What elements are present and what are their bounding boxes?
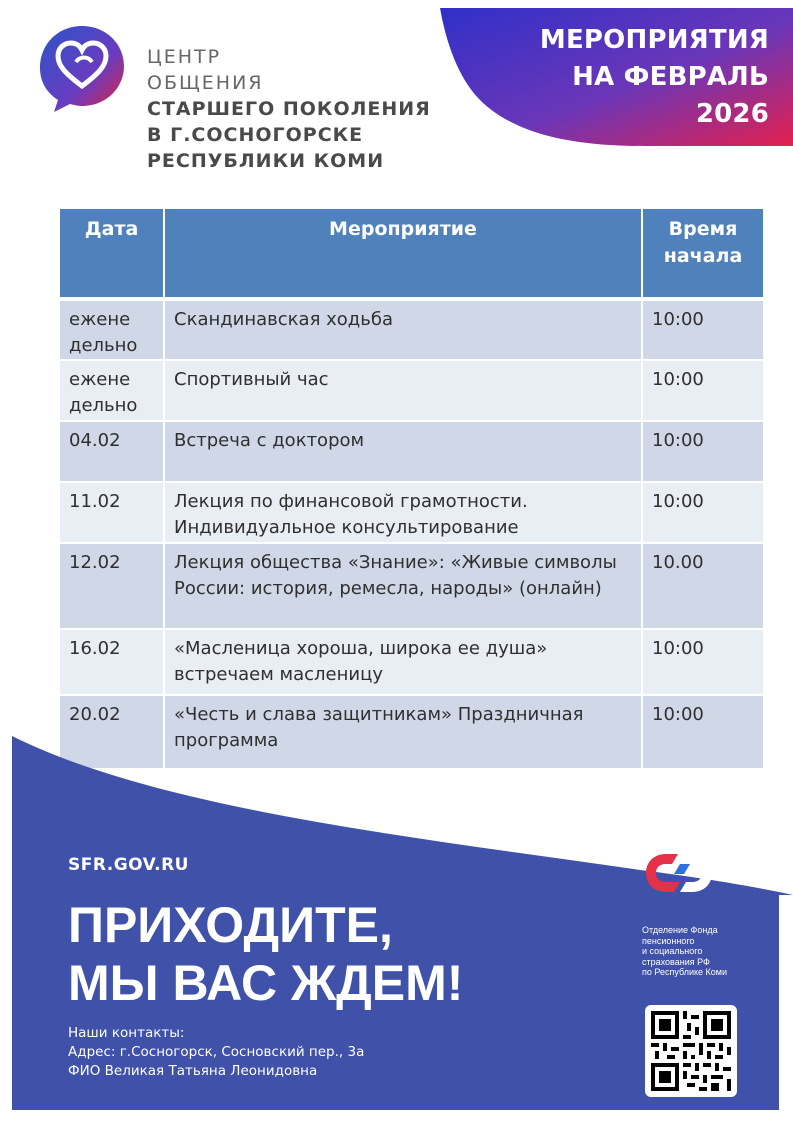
heart-logo-icon — [36, 22, 128, 114]
slogan — [68, 896, 463, 1012]
website-link[interactable]: SFR.GOV.RU — [68, 855, 189, 875]
cell-time: 10:00 — [642, 695, 763, 769]
cell-date: 04.02 — [60, 421, 164, 482]
org-line-5: РЕСПУБЛИКИ КОМИ — [147, 150, 385, 172]
cell-event: Встреча с доктором — [164, 421, 642, 482]
contacts-title: Наши контакты: — [68, 1025, 185, 1041]
org-line-3: СТАРШЕГО ПОКОЛЕНИЯ — [147, 98, 431, 120]
cell-date: ежене дельно — [60, 299, 164, 360]
sfr-caption — [642, 925, 727, 978]
table-row — [60, 629, 763, 695]
cell-date: 11.02 — [60, 482, 164, 543]
banner-line-1: МЕРОПРИЯТИЯ — [539, 25, 769, 55]
sfr-logo-icon — [644, 852, 714, 894]
cell-time: 10:00 — [642, 482, 763, 543]
cell-date: 20.02 — [60, 695, 164, 769]
table-header-row — [60, 209, 763, 299]
contacts-address: Адрес: г.Сосногорск, Сосновский пер., 3а — [68, 1044, 365, 1060]
banner-line-2: НА ФЕВРАЛЬ — [572, 62, 769, 92]
sfr-line-1: Отделение Фонда — [642, 925, 718, 935]
sfr-line-3: и социального — [642, 946, 703, 956]
cell-event: Лекция общества «Знание»: «Живые символы России: история, ремесла, народы» (онлайн) — [164, 543, 642, 629]
table-row — [60, 543, 763, 629]
header-time: Время начала — [642, 209, 763, 299]
slogan-line-2: МЫ ВАС ЖДЕМ! — [68, 955, 464, 1011]
cell-event: «Честь и слава защитникам» Праздничная программа — [164, 695, 642, 769]
cell-time: 10.00 — [642, 543, 763, 629]
cell-event: Скандинавская ходьба — [164, 299, 642, 360]
cell-time: 10:00 — [642, 421, 763, 482]
cell-date: 12.02 — [60, 543, 164, 629]
cell-date: ежене дельно — [60, 360, 164, 421]
cell-event: Лекция по финансовой грамотности. Индивидуальное консультирование — [164, 482, 642, 543]
table-row — [60, 299, 763, 360]
header-event: Мероприятие — [164, 209, 642, 299]
cell-time: 10:00 — [642, 360, 763, 421]
org-line-1: ЦЕНТР — [147, 46, 222, 68]
table-row — [60, 360, 763, 421]
sfr-line-4: страхования РФ — [642, 956, 710, 967]
sfr-line-2: пенсионного — [642, 935, 695, 946]
sfr-line-5: по Республике Коми — [642, 967, 728, 977]
contacts-block — [68, 1024, 364, 1081]
cell-event: «Масленица хороша, широка ее душа» встречаем масленицу — [164, 629, 642, 695]
qr-code-icon — [651, 1011, 731, 1091]
org-line-2: ОБЩЕНИЯ — [147, 72, 264, 94]
qr-code[interactable] — [645, 1005, 737, 1097]
title-banner — [440, 0, 793, 146]
table-row — [60, 482, 763, 543]
events-table — [60, 209, 763, 770]
table-row — [60, 421, 763, 482]
cell-time: 10:00 — [642, 299, 763, 360]
cell-date: 16.02 — [60, 629, 164, 695]
header-date: Дата — [60, 209, 164, 299]
slogan-line-1: ПРИХОДИТЕ, — [68, 897, 393, 953]
cell-time: 10:00 — [642, 629, 763, 695]
banner-line-3: 2026 — [695, 99, 769, 129]
contacts-person: ФИО Великая Татьяна Леонидовна — [68, 1063, 318, 1079]
org-line-4: В Г.СОСНОГОРСКЕ — [147, 124, 364, 146]
organization-name — [147, 44, 431, 174]
cell-event: Спортивный час — [164, 360, 642, 421]
